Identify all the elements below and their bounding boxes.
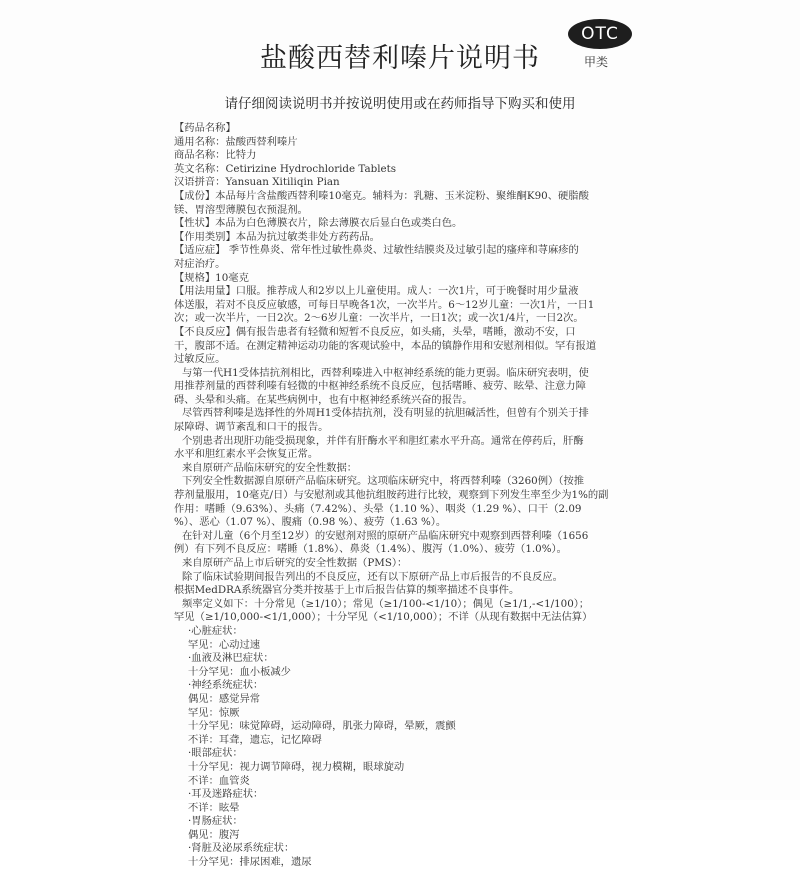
otc-badge: OTC: [568, 19, 632, 49]
body-line: ·胃肠症状：: [188, 815, 243, 828]
body-line: 用推荐剂量的西替利嗪有轻微的中枢神经系统不良反应，包括嗜睡、疲劳、眩晕、注意力障: [174, 380, 586, 393]
leaflet-body: [174, 122, 634, 870]
otc-class-label: 甲类: [584, 55, 609, 69]
body-line: 罕见：惊厥: [188, 706, 240, 719]
body-line: 除了临床试验期间报告列出的不良反应，还有以下原研产品上市后报告的不良反应。: [182, 570, 563, 583]
body-line: 十分罕见：血小板减少: [188, 665, 291, 678]
body-line: 次；或一次半片，一日2次。2～6岁儿童：一次半片，一日1次；或一次1/4片，一日2次。: [174, 312, 584, 325]
body-line: 个别患者出现肝功能受损现象，并伴有肝酶水平和胆红素水平升高。通常在停药后，肝酶: [182, 434, 584, 447]
body-line: 罕见（≥1/10,000-<1/1,000）；十分罕见（<1/10,000）；不详（从现有数据中无法估算）: [174, 611, 593, 624]
body-line: ·耳及迷路症状：: [188, 788, 264, 801]
body-line: 来自原研产品临床研究的安全性数据：: [182, 461, 358, 474]
body-line: 【规格】10毫克: [174, 271, 249, 284]
body-line: 与第一代H1受体拮抗剂相比，西替利嗪进入中枢神经系统的能力更弱。临床研究表明，使: [182, 366, 589, 379]
body-line: ·肾脏及泌尿系统症状：: [188, 842, 295, 855]
body-line: 镁、胃溶型薄膜包衣预混剂。: [174, 203, 308, 216]
body-line: 商品名称：比特力: [174, 149, 257, 162]
body-line: 荐剂量服用，10毫克/日）与安慰剂或其他抗组胺药进行比较，观察到下列发生率至少为1%的副: [174, 489, 609, 502]
body-line: ·眼部症状：: [188, 747, 243, 760]
body-line: %）、恶心（1.07 %）、腹痛（0.98 %）、疲劳（1.63 %）。: [174, 516, 447, 529]
body-line: 【作用类别】本品为抗过敏类非处方药药品。: [174, 230, 380, 243]
body-line: 偶见：腹泻: [188, 828, 240, 841]
body-line: 干，腹部不适。在测定精神运动功能的客观试验中，本品的镇静作用和安慰剂相似。罕有报道: [174, 339, 597, 352]
body-line: 尽管西替利嗪是选择性的外周H1受体拮抗剂，没有明显的抗胆碱活性，但曾有个别关于排: [182, 407, 589, 420]
body-line: ·神经系统症状：: [188, 679, 264, 692]
usage-notice: 请仔细阅读说明书并按说明使用或在药师指导下购买和使用: [224, 96, 576, 112]
body-line: 下列安全性数据源自原研产品临床研究。这项临床研究中，将西替利嗪（3260例）（按推: [182, 475, 585, 488]
body-line: 英文名称：Cetirizine Hydrochloride Tablets: [174, 162, 397, 175]
body-line: 【用法用量】口服。推荐成人和2岁以上儿童使用。成人：一次1片，可于晚餐时用少量液: [174, 285, 579, 298]
body-line: 过敏反应。: [174, 353, 226, 366]
body-line: 体送服，若对不良反应敏感，可每日早晚各1次，一次半片。6～12岁儿童：一次1片，一日1: [174, 298, 595, 311]
body-line: 尿障碍、调节紊乱和口干的报告。: [174, 421, 329, 434]
body-line: 作用：嗜睡（9.63%）、头痛（7.42%）、头晕（1.10 %）、咽炎（1.29 %）、口干（2.09: [174, 502, 582, 515]
body-line: 不详：眩晕: [188, 801, 240, 814]
page-title: 盐酸西替利嗪片说明书: [260, 43, 540, 74]
body-line: 碍、头晕和头痛。在某些病例中，也有中枢神经系统兴奋的报告。: [174, 393, 473, 406]
body-line: 频率定义如下：十分常见（≥1/10）；常见（≥1/100-<1/10）；偶见（≥1/1,-<1/100）；: [182, 597, 590, 610]
body-line: 来自原研产品上市后研究的安全性数据（PMS）：: [182, 557, 408, 569]
body-line: 偶见：感觉异常: [188, 692, 261, 705]
body-line: 十分罕见：视力调节障碍，视力模糊，眼球旋动: [188, 760, 405, 773]
body-line: 通用名称：盐酸西替利嗪片: [174, 135, 298, 148]
body-line: ·血液及淋巴症状：: [188, 652, 274, 665]
body-line: 汉语拼音：Yansuan Xitiliqin Pian: [174, 176, 340, 189]
body-line: 【不良反应】偶有报告患者有轻微和短暂不良反应，如头痛，头晕，嗜睡，激动不安，口: [174, 325, 576, 338]
body-line: 十分罕见：味觉障碍，运动障碍，肌张力障碍，晕厥，震颤: [188, 720, 456, 733]
body-line: 对症治疗。: [174, 257, 226, 270]
body-line: 【药品名称】: [174, 122, 236, 134]
body-line: 【成份】本品每片含盐酸西替利嗪10毫克。辅料为：乳糖、玉米淀粉、聚维酮K90、硬脂酸: [174, 189, 589, 202]
body-line: 例）有下列不良反应：嗜睡（1.8%）、鼻炎（1.4%）、腹泻（1.0%）、疲劳（1.0%）。: [174, 543, 567, 556]
body-line: 不详：血管炎: [188, 774, 250, 787]
body-line: 在针对儿童（6个月至12岁）的安慰剂对照的原研产品临床研究中观察到西替利嗪（1656: [182, 529, 589, 542]
body-line: 【适应症】 季节性鼻炎、常年性过敏性鼻炎、过敏性结膜炎及过敏引起的瘙痒和荨麻疹的: [174, 244, 579, 257]
body-line: 【性状】本品为白色薄膜衣片，除去薄膜衣后显白色或类白色。: [174, 217, 463, 230]
body-line: 不详：耳聋，遗忘，记忆障碍: [188, 733, 322, 746]
body-line: 罕见：心动过速: [188, 638, 261, 651]
body-line: 十分罕见：排尿困难，遗尿: [188, 856, 312, 869]
body-line: 水平和胆红素水平会恢复正常。: [174, 448, 319, 461]
body-line: ·心脏症状：: [188, 624, 243, 637]
body-line: 根据MedDRA系统器官分类并按基于上市后报告估算的频率描述不良事件。: [174, 584, 520, 597]
